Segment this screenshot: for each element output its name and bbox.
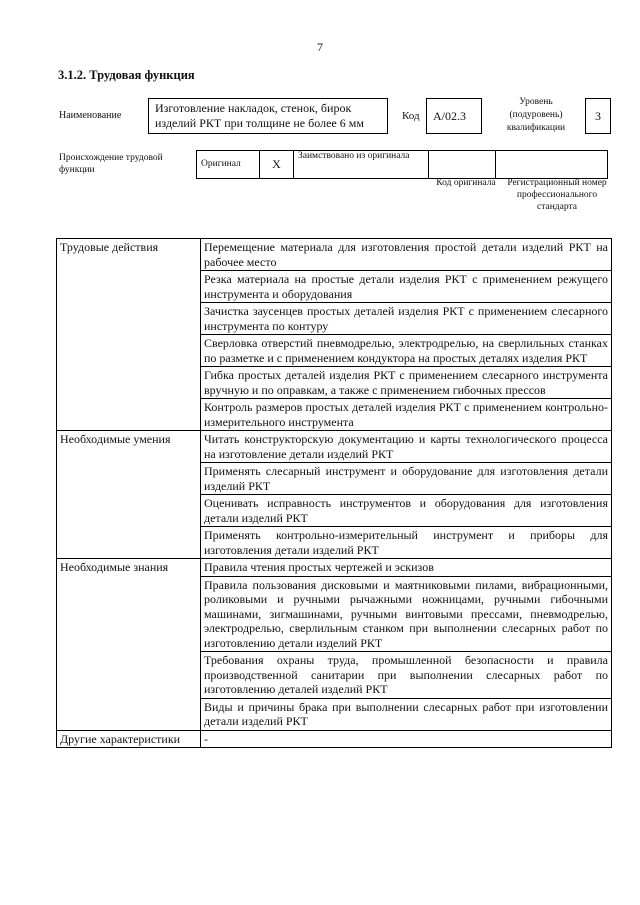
section-item: Читать конструкторскую документацию и карты технологического процесса на изготовление детали изделий РКТ [201, 431, 612, 463]
registration-number-caption: Регистрационный номер профессионального стандарта [507, 178, 607, 212]
original-code-cell [429, 151, 496, 179]
section-item: Сверловка отверстий пневмодрелью, электродрелью, на сверлильных станках по разметке и с применением кондуктора на простых деталях изделия РКТ [201, 335, 612, 367]
section-category: Необходимые умения [57, 431, 201, 559]
section-item: Перемещение материала для изготовления простой детали изделий РКТ на рабочее место [201, 239, 612, 271]
section-item: Оценивать исправность инструментов и оборудования для изготовления детали изделий РКТ [201, 495, 612, 527]
section-category: Необходимые знания [57, 559, 201, 731]
origin-table [196, 150, 608, 179]
section-item: Правила пользования дисковыми и маятниковыми пилами, вибрационными, роликовыми и ручными рычажными ножницами, ручными гибочными машинами, зигмашинами, ручными винтовыми прессами, пневмодрелью, электродрелью, сверлильным станком при выполнении слесарных работ по изготовлению детали изделий РКТ [201, 576, 612, 652]
function-details-table [56, 238, 612, 748]
section-item: Гибка простых деталей изделия РКТ с применением слесарного инструмента вручную и по оправкам, а также с применением гибочных прессов [201, 367, 612, 399]
table-row [57, 431, 612, 463]
level-label: Уровень (подуровень) квалификации [506, 97, 566, 133]
section-item: Правила чтения простых чертежей и эскизов [201, 559, 612, 577]
table-row [57, 239, 612, 271]
borrowed-label: Заимствовано из оригинала [294, 151, 429, 179]
name-label: Наименование [59, 110, 122, 121]
section-item: Резка материала на простые детали изделия РКТ с применением режущего инструмента и оборудования [201, 271, 612, 303]
section-category: Другие характеристики [57, 730, 201, 748]
section-item: - [201, 730, 612, 748]
section-title: 3.1.2. Трудовая функция [58, 68, 195, 82]
original-label: Оригинал [197, 151, 260, 179]
original-mark: X [260, 151, 294, 179]
level-value: 3 [585, 98, 611, 134]
registration-number-cell [496, 151, 608, 179]
section-item: Контроль размеров простых деталей изделия РКТ с применением контрольно-измерительного инструмента [201, 399, 612, 431]
section-category: Трудовые действия [57, 239, 201, 431]
code-label: Код [402, 110, 420, 122]
section-item: Применять слесарный инструмент и оборудование для изготовления детали изделий РКТ [201, 463, 612, 495]
function-name-value: Изготовление накладок, стенок, бирок изделий РКТ при толщине не более 6 мм [148, 98, 388, 134]
section-item: Требования охраны труда, промышленной безопасности и правила производственной санитарии при выполнении слесарных работ по изготовлению деталей изделий РКТ [201, 652, 612, 699]
page-number: 7 [317, 40, 323, 54]
original-code-caption: Код оригинала [436, 178, 496, 188]
table-row [57, 730, 612, 748]
section-item: Виды и причины брака при выполнении слесарных работ при изготовлении детали изделий РКТ [201, 698, 612, 730]
function-code-value: А/02.3 [426, 98, 482, 134]
table-row [57, 559, 612, 577]
section-item: Зачистка заусенцев простых деталей изделия РКТ с применением слесарного инструмента по контуру [201, 303, 612, 335]
origin-label: Происхождение трудовой функции [59, 153, 163, 175]
section-item: Применять контрольно-измерительный инструмент и приборы для изготовления детали изделий РКТ [201, 527, 612, 559]
